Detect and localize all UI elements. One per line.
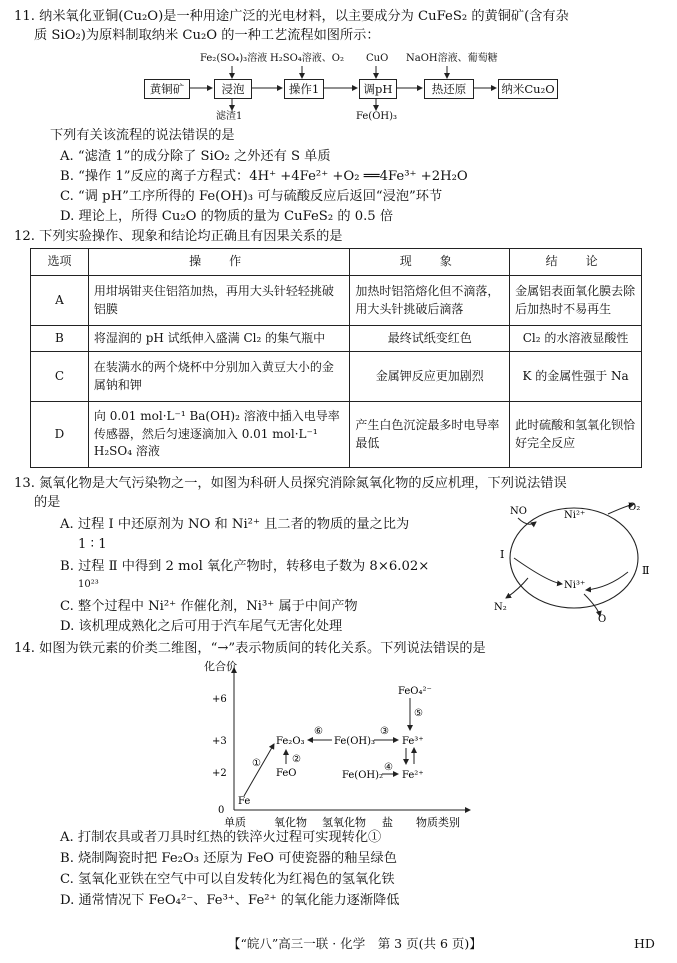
flow-box-soak: 浸泡 xyxy=(214,79,252,99)
q13-option-a: A. 过程 Ⅰ 中还原剂为 NO 和 Ni²⁺ 且二者的物质的量之比为 xyxy=(60,517,410,532)
label-process-1: Ⅰ xyxy=(500,548,505,561)
flow-box-op1: 操作1 xyxy=(284,79,324,99)
q12-table xyxy=(30,248,642,468)
footer-text: 【“皖八”高三一联 · 化学 第 3 页(共 6 页)】 xyxy=(228,936,482,951)
q11-option-a: A. “滤渣 1”的成分除了 SiO₂ 之外还有 S 单质 xyxy=(60,149,331,164)
q13-stem-line2: 的是 xyxy=(34,495,61,510)
flow-box-ore: 黄铜矿 xyxy=(144,79,190,99)
row-operation: 在装满水的两个烧杯中分别加入黄豆大小的金属钠和钾 xyxy=(88,352,350,402)
row-conclusion: 金属铝表面氧化膜去除后加热时不易再生 xyxy=(510,276,642,326)
table-row xyxy=(31,276,642,326)
q11-stem-line2: 质 SiO₂)为原料制取纳米 Cu₂O 的一种工艺流程如图所示： xyxy=(34,28,380,43)
x-axis-label: 物质类别 xyxy=(416,816,460,829)
label-o: O xyxy=(598,614,607,625)
row-phenomenon: 产生白色沉淀最多时电导率最低 xyxy=(350,402,510,468)
arrow-label-1: ① xyxy=(252,758,261,769)
q14-option-d: D. 通常情况下 FeO₄²⁻、Fe³⁺、Fe²⁺ 的氧化能力逐渐降低 xyxy=(60,893,400,908)
reagent-naoh-glucose: NaOH溶液、葡萄糖 xyxy=(406,53,498,64)
product-feoh3: Fe(OH)₃ xyxy=(356,111,398,122)
q13-option-b-cont: 10²³ xyxy=(78,579,99,590)
row-conclusion: Cl₂ 的水溶液显酸性 xyxy=(510,326,642,352)
arrow-label-2: ② xyxy=(292,754,301,765)
header-phenomenon: 现 象 xyxy=(350,249,510,276)
q14-option-a: A. 打制农具或者刀具时红热的铁淬火过程可实现转化① xyxy=(60,830,382,845)
q11-question: 下列有关该流程的说法错误的是 xyxy=(50,128,235,143)
product-residue1: 滤渣1 xyxy=(216,111,243,122)
row-phenomenon: 加热时铝箔熔化但不滴落，用大头针挑破后滴落 xyxy=(350,276,510,326)
q11-option-b: B. “操作 1”反应的离子方程式：4H⁺ +4Fe²⁺ +O₂ ══4Fe³⁺ +2H₂O xyxy=(60,169,468,184)
species-feo: FeO xyxy=(276,768,297,779)
arrow-label-6: ⑥ xyxy=(314,726,323,737)
row-operation: 向 0.01 mol·L⁻¹ Ba(OH)₂ 溶液中插入电导率传感器，然后匀速逐滴加入 0.01 mol·L⁻¹ H₂SO₄ 溶液 xyxy=(88,402,350,468)
arrow-label-3: ③ xyxy=(380,726,389,737)
q14-stem: 14. 如图为铁元素的价类二维图，“→”表示物质间的转化关系。下列说法错误的是 xyxy=(14,641,486,656)
q11-flowchart xyxy=(140,50,560,130)
y-axis-label: 化合价 xyxy=(204,660,237,673)
species-feoh2: Fe(OH)₂ xyxy=(342,770,384,781)
q13-stem-line1: 13. 氮氧化物是大气污染物之一，如图为科研人员探究消除氮氧化物的反应机理，下列说法错误 xyxy=(14,476,567,491)
row-option: A xyxy=(31,276,89,326)
x-cat-oxide: 氧化物 xyxy=(274,816,307,829)
species-fe2o3: Fe₂O₃ xyxy=(276,736,305,747)
q13-option-b: B. 过程 Ⅱ 中得到 2 mol 氧化产物时，转移电子数为 8×6.02× xyxy=(60,559,430,574)
row-operation: 将湿润的 pH 试纸伸入盛满 Cl₂ 的集气瓶中 xyxy=(88,326,350,352)
q11-option-c: C. “调 pH”工序所得的 Fe(OH)₃ 可与硫酸反应后返回“浸泡”环节 xyxy=(60,189,443,204)
species-feo4: FeO₄²⁻ xyxy=(398,686,432,697)
row-phenomenon: 金属钾反应更加剧烈 xyxy=(350,352,510,402)
x-cat-salt: 盐 xyxy=(382,816,393,829)
q13-option-c: C. 整个过程中 Ni²⁺ 作催化剂，Ni³⁺ 属于中间产物 xyxy=(60,599,358,614)
species-feoh3: Fe(OH)₃ xyxy=(334,736,376,747)
arrow-label-5: ⑤ xyxy=(414,708,423,719)
label-o2: O₂ xyxy=(628,502,641,513)
header-conclusion: 结 论 xyxy=(510,249,642,276)
q13-option-a-cont: 1 ∶ 1 xyxy=(78,537,107,552)
q11-stem-line1: 11. 纳米氧化亚铜(Cu₂O)是一种用途广泛的光电材料，以主要成分为 CuFeS₂ 的黄铜矿(含有杂 xyxy=(14,9,569,24)
label-no: NO xyxy=(510,506,527,517)
x-cat-element: 单质 xyxy=(224,816,246,829)
label-ni2: Ni²⁺ xyxy=(564,510,586,521)
row-option: C xyxy=(31,352,89,402)
reagent-h2so4-o2: H₂SO₄溶液、O₂ xyxy=(270,53,344,64)
table-row xyxy=(31,326,642,352)
flow-box-reduction: 热还原 xyxy=(424,79,474,99)
q14-option-b: B. 烧制陶瓷时把 Fe₂O₃ 还原为 FeO 可使瓷器的釉呈绿色 xyxy=(60,851,397,866)
q14-option-c: C. 氢氧化亚铁在空气中可以自发转化为红褐色的氢氧化铁 xyxy=(60,872,395,887)
reagent-cuo: CuO xyxy=(366,53,389,64)
row-option: B xyxy=(31,326,89,352)
row-phenomenon: 最终试纸变红色 xyxy=(350,326,510,352)
row-conclusion: 此时硫酸和氢氧化钡恰好完全反应 xyxy=(510,402,642,468)
reagent-fe2so43: Fe₂(SO₄)₃溶液 xyxy=(200,53,268,64)
q11-option-d: D. 理论上，所得 Cu₂O 的物质的量为 CuFeS₂ 的 0.5 倍 xyxy=(60,209,394,224)
species-fe: Fe xyxy=(238,796,251,807)
species-fe3: Fe³⁺ xyxy=(402,736,424,747)
flow-box-product: 纳米Cu₂O xyxy=(498,79,558,99)
header-operation: 操 作 xyxy=(88,249,350,276)
cycle-ellipse xyxy=(510,508,638,608)
label-ni3: Ni³⁺ xyxy=(564,580,586,591)
y-tick-2: +2 xyxy=(212,768,227,779)
species-fe2: Fe²⁺ xyxy=(402,770,424,781)
flow-box-ph: 调pH xyxy=(359,79,397,99)
q12-stem: 12. 下列实验操作、现象和结论均正确且有因果关系的是 xyxy=(14,229,343,244)
table-header-row xyxy=(31,249,642,276)
q14-iron-valence-diagram xyxy=(200,658,480,830)
label-process-2: Ⅱ xyxy=(642,564,650,577)
q13-option-d: D. 该机理成熟化之后可用于汽车尾气无害化处理 xyxy=(60,619,343,634)
row-option: D xyxy=(31,402,89,468)
y-tick-6: +6 xyxy=(212,694,227,705)
header-option: 选项 xyxy=(31,249,89,276)
arrow-1 xyxy=(244,744,274,796)
y-tick-3: +3 xyxy=(212,736,227,747)
y-tick-0: 0 xyxy=(218,805,225,816)
q13-mechanism-diagram xyxy=(488,498,668,628)
table-row xyxy=(31,402,642,468)
row-operation: 用坩埚钳夹住铝箔加热，再用大头针轻轻挑破铝膜 xyxy=(88,276,350,326)
row-conclusion: K 的金属性强于 Na xyxy=(510,352,642,402)
table-row xyxy=(31,352,642,402)
arrow-label-4: ④ xyxy=(384,762,393,773)
label-n2: N₂ xyxy=(494,602,507,613)
footer-code: HD xyxy=(634,936,655,951)
x-cat-hydroxide: 氢氧化物 xyxy=(322,816,366,829)
